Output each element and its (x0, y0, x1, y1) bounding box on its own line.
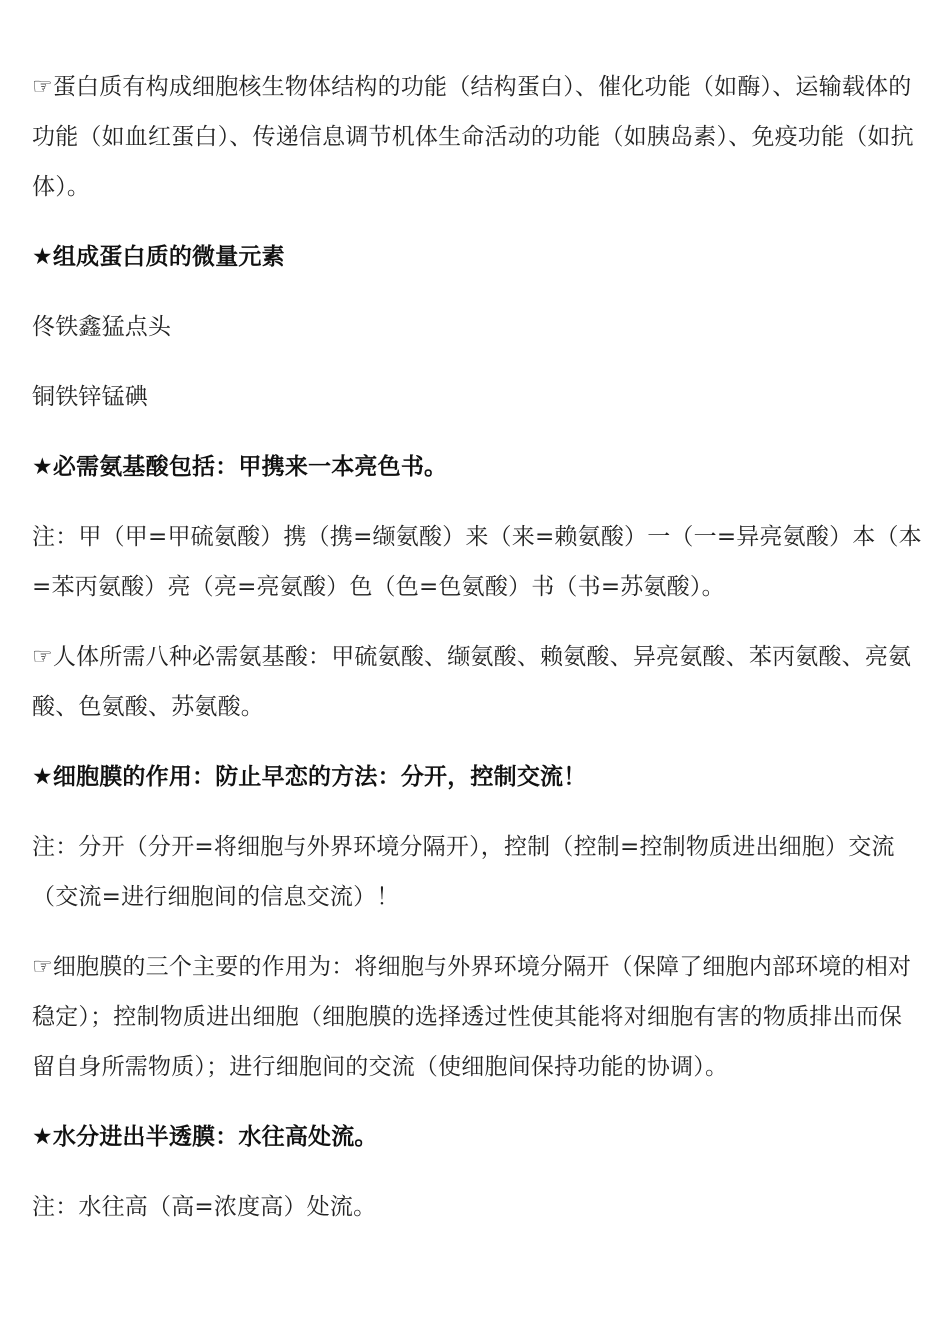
trace-elements-heading: ★组成蛋白质的微量元素 (32, 244, 285, 270)
essential-amino-acids-heading: ★必需氨基酸包括：甲携来一本亮色书。 (32, 454, 448, 480)
trace-elements-list: 铜铁锌锰碘 (32, 384, 148, 410)
amino-acids-mnemonic-note: 注：甲（甲=甲硫氨酸）携（携=缬氨酸）来（来=赖氨酸）一（一=异亮氨酸）本（本=苯丙氨酸）亮（亮=亮氨酸）色（色=色氨酸）书（书=苏氨酸）。 (32, 524, 922, 600)
cell-membrane-mnemonic-note: 注：分开（分开=将细胞与外界环境分隔开），控制（控制=控制物质进出细胞）交流（交流=进行细胞间的信息交流）！ (32, 834, 895, 910)
essential-amino-acids-paragraph: ☞人体所需八种必需氨基酸：甲硫氨酸、缬氨酸、赖氨酸、异亮氨酸、苯丙氨酸、亮氨酸、色氨酸、苏氨酸。 (32, 644, 912, 720)
trace-elements-mnemonic: 佟铁鑫猛点头 (32, 314, 172, 340)
protein-functions-paragraph: ☞蛋白质有构成细胞核生物体结构的功能（结构蛋白）、催化功能（如酶）、运输载体的功能（如血红蛋白）、传递信息调节机体生命活动的功能（如胰岛素）、免疫功能（如抗体）。 (32, 74, 914, 200)
semipermeable-membrane-heading: ★水分进出半透膜：水往高处流。 (32, 1124, 378, 1150)
semipermeable-membrane-note: 注：水往高（高=浓度高）处流。 (32, 1194, 377, 1220)
cell-membrane-heading: ★细胞膜的作用：防止早恋的方法：分开，控制交流！ (32, 764, 587, 790)
cell-membrane-functions-paragraph: ☞细胞膜的三个主要的作用为：将细胞与外界环境分隔开（保障了细胞内部环境的相对稳定）；控制物质进出细胞（细胞膜的选择透过性使其能将对细胞有害的物质排出而保留自身所需物质）；进行细胞间的交流（使细胞间保持功能的协调）。 (32, 954, 912, 1080)
document-body (32, 62, 922, 1252)
